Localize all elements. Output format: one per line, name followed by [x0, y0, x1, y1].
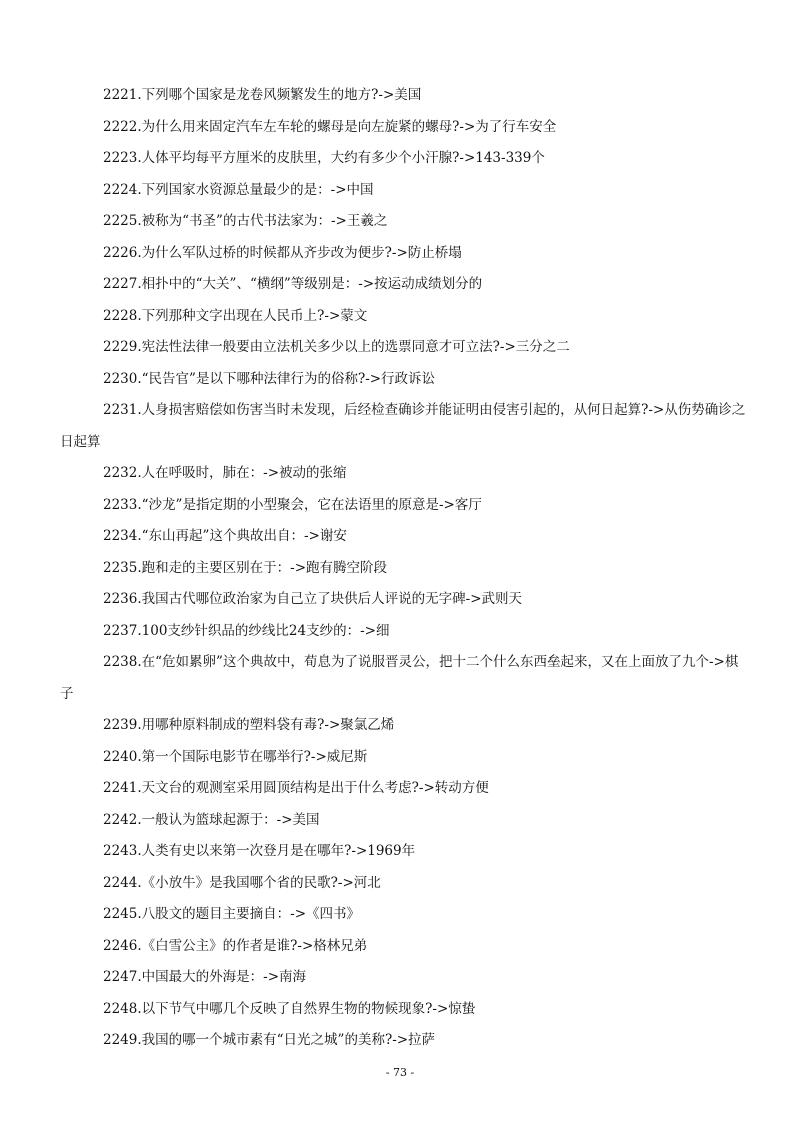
qa-item-2230: 2230.“民告官”是以下哪种法律行为的俗称?->行政诉讼: [103, 370, 436, 387]
qa-item-2242: 2242.一般认为篮球起源于：->美国: [103, 811, 320, 828]
qa-item-2243: 2243.人类有史以来第一次登月是在哪年?->1969年: [103, 843, 416, 859]
qa-item-2234: 2234.“东山再起”这个典故出自：->谢安: [103, 528, 347, 544]
qa-item-2239: 2239.用哪种原料制成的塑料袋有毒?->聚氯乙烯: [103, 717, 395, 733]
question-answer-list: [60, 80, 750, 1057]
qa-item-2240: 2240.第一个国际电影节在哪举行?->威尼斯: [103, 748, 368, 765]
qa-item-2247: 2247.中国最大的外海是：->南海: [103, 969, 307, 985]
qa-item-2233: 2233.“沙龙”是指定期的小型聚会，它在法语里的原意是->客厅: [103, 496, 482, 513]
qa-item-2225: 2225.被称为“书圣”的古代书法家为：->王羲之: [103, 213, 388, 229]
qa-item-2221: 2221.下列哪个国家是龙卷风频繁发生的地方?->美国: [103, 87, 422, 103]
qa-item-2238: 2238.在“危如累卵”这个典故中，荀息为了说服晋灵公，把十二个什么东西垒起来，又在上面放了九个->棋子: [60, 654, 739, 702]
qa-item-2222: 2222.为什么用来固定汽车左车轮的螺母是向左旋紧的螺母?->为了行车安全: [103, 118, 557, 135]
qa-item-2228: 2228.下列那种文字出现在人民币上?->蒙文: [103, 307, 368, 324]
qa-item-2245: 2245.八股文的题目主要摘自：->《四书》: [103, 906, 361, 922]
qa-item-2241: 2241.天文台的观测室采用圆顶结构是出于什么考虑?->转动方便: [103, 780, 489, 796]
qa-item-2232: 2232.人在呼吸时，肺在：->被动的张缩: [103, 465, 347, 481]
qa-item-2229: 2229.宪法性法律一般要由立法机关多少以上的选票同意才可立法?->三分之二: [103, 339, 570, 355]
qa-item-2244: 2244.《小放牛》是我国哪个省的民歌?->河北: [103, 874, 381, 891]
page-number: - 73 -: [385, 1066, 415, 1079]
qa-item-2248: 2248.以下节气中哪几个反映了自然界生物的物候现象?->惊蛰: [103, 1000, 476, 1017]
qa-item-2237: 2237.100支纱针织品的纱线比24支纱的：->细: [103, 622, 390, 639]
qa-item-2226: 2226.为什么军队过桥的时候都从齐步改为便步?->防止桥塌: [103, 244, 462, 261]
qa-item-2231: 2231.人身损害赔偿如伤害当时未发现，后经检查确诊并能证明由侵害引起的，从何日起算?->从伤势确诊之日起算: [60, 402, 746, 450]
qa-item-2236: 2236.我国古代哪位政治家为自己立了块供后人评说的无字碑->武则天: [103, 591, 523, 607]
qa-item-2227: 2227.相扑中的“大关”、“横纲”等级别是：->按运动成绩划分的: [103, 276, 483, 292]
qa-item-2224: 2224.下列国家水资源总量最少的是：->中国: [103, 181, 374, 198]
qa-item-2235: 2235.跑和走的主要区别在于：->跑有腾空阶段: [103, 559, 388, 576]
qa-item-2223: 2223.人体平均每平方厘米的皮肤里，大约有多少个小汗腺?->143-339个: [103, 150, 545, 166]
qa-item-2246: 2246.《白雪公主》的作者是谁?->格林兄弟: [103, 937, 368, 954]
qa-item-2249: 2249.我国的哪一个城市素有“日光之城”的美称?->拉萨: [103, 1032, 436, 1048]
